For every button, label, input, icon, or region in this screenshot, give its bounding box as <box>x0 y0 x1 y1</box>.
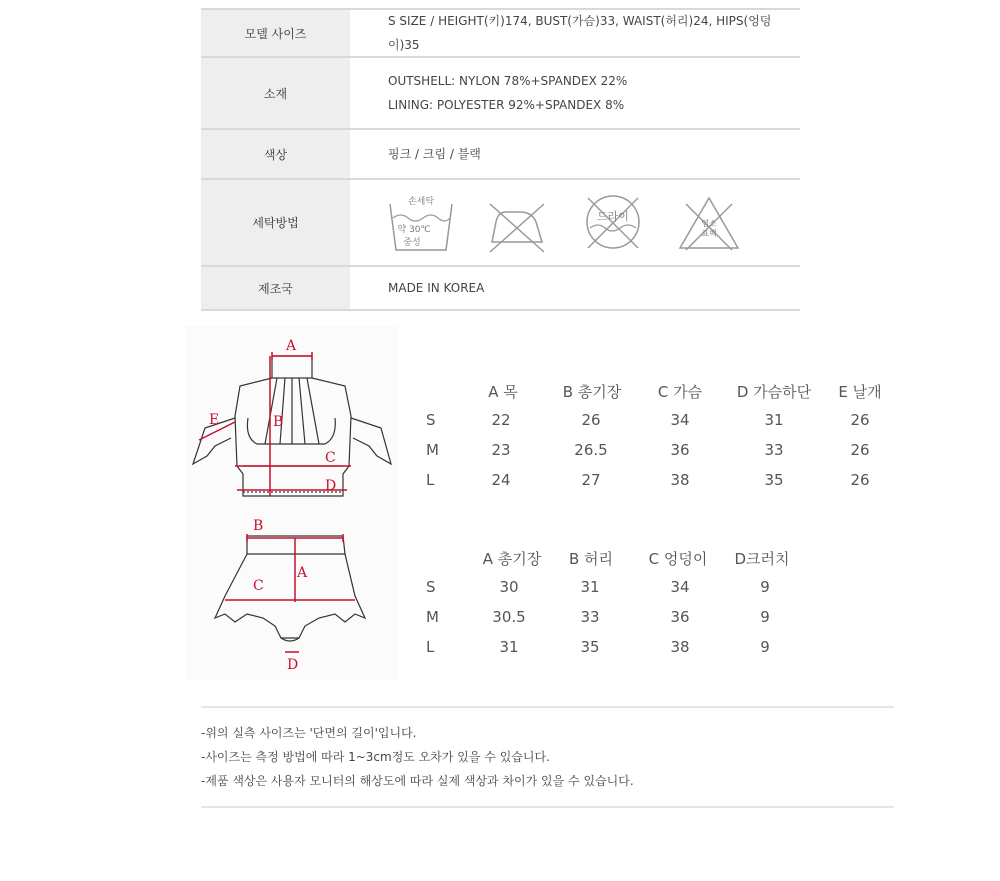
diagram-label: C <box>253 578 264 594</box>
size-value: 26.5 <box>574 441 608 459</box>
bottom-garment-drawing <box>215 536 365 641</box>
diagram-label: D <box>287 657 299 673</box>
size-value: 30.5 <box>492 608 526 626</box>
col-header: B 허리 <box>568 550 614 568</box>
bottom-measure-lines <box>225 534 355 652</box>
top-garment-drawing <box>193 356 391 496</box>
care-text: 중성 <box>403 237 421 248</box>
size-label: S <box>426 578 436 596</box>
note-line: -제품 색상은 사용자 모니터의 해상도에 따라 실제 색상과 차이가 있을 수 있습니다. <box>201 774 634 788</box>
diagram-label: B <box>253 518 264 534</box>
size-label: M <box>426 608 439 626</box>
diagram-label: B <box>273 414 284 430</box>
info-label: 색상 <box>201 130 350 178</box>
col-header: D크러치 <box>734 550 790 568</box>
col-header: C 엉덩이 <box>648 550 708 568</box>
col-header: B 총기장 <box>562 383 622 401</box>
care-text: 염소 <box>701 218 717 228</box>
info-label: 소재 <box>201 58 350 128</box>
info-row-model-size <box>201 8 800 56</box>
info-row-origin <box>201 265 800 311</box>
no-bleach-icon <box>676 192 742 254</box>
size-value: 38 <box>670 638 690 656</box>
size-value: 31 <box>764 411 784 429</box>
care-text: 약 30℃ <box>397 224 431 235</box>
size-value: 26 <box>850 441 870 459</box>
col-header: C 가슴 <box>657 383 703 401</box>
size-value: 9 <box>760 578 770 596</box>
size-value: 23 <box>491 441 511 459</box>
hand-wash-icon <box>388 192 454 254</box>
size-value: 26 <box>581 411 601 429</box>
size-value: 33 <box>764 441 784 459</box>
care-text: 표백 <box>701 228 717 238</box>
size-value: 9 <box>760 608 770 626</box>
diagram-label: A <box>286 338 297 354</box>
care-text: 손세탁 <box>407 196 435 207</box>
measurement-diagram <box>185 326 398 680</box>
info-value: MADE IN KOREA <box>388 281 485 295</box>
diagram-label: A <box>297 565 308 581</box>
diagram-label: E <box>209 412 220 428</box>
info-value: OUTSHELL: NYLON 78%+SPANDEX 22% <box>388 74 628 88</box>
no-iron-icon <box>484 192 550 254</box>
col-header: A 목 <box>488 383 518 401</box>
info-value: LINING: POLYESTER 92%+SPANDEX 8% <box>388 98 625 112</box>
no-dry-clean-icon <box>580 192 646 254</box>
size-value: 22 <box>491 411 511 429</box>
size-value: 30 <box>499 578 519 596</box>
note-line: -위의 실측 사이즈는 '단면의 길이'입니다. <box>201 726 417 740</box>
size-value: 35 <box>764 471 784 489</box>
size-value: 27 <box>581 471 601 489</box>
size-label: M <box>426 441 439 459</box>
info-value: S SIZE / HEIGHT(키)174, BUST(가슴)33, WAIST(허리)24, HIPS(엉덩이)35 <box>388 14 772 52</box>
size-value: 31 <box>499 638 519 656</box>
size-value: 26 <box>850 411 870 429</box>
info-label: 세탁방법 <box>201 180 350 265</box>
product-info-table <box>201 8 800 311</box>
size-notes <box>201 706 894 808</box>
size-value: 34 <box>670 578 690 596</box>
size-label: S <box>426 411 436 429</box>
size-value: 36 <box>670 608 690 626</box>
size-label: L <box>426 471 435 489</box>
size-value: 34 <box>670 411 690 429</box>
size-value: 36 <box>670 441 690 459</box>
size-value: 38 <box>670 471 690 489</box>
diagram-label: D <box>325 478 337 494</box>
info-label: 제조국 <box>201 267 350 309</box>
col-header: A 총기장 <box>482 550 542 568</box>
col-header: E 날개 <box>838 383 882 401</box>
size-value: 26 <box>850 471 870 489</box>
size-value: 35 <box>580 638 600 656</box>
info-row-color <box>201 128 800 178</box>
size-label: L <box>426 638 435 656</box>
info-label: 모델 사이즈 <box>201 10 350 56</box>
info-value: 핑크 / 크림 / 블랙 <box>388 147 481 161</box>
size-value: 9 <box>760 638 770 656</box>
info-row-care <box>201 178 800 265</box>
care-text: 드라이 <box>597 209 629 223</box>
size-value: 33 <box>580 608 600 626</box>
note-line: -사이즈는 측정 방법에 따라 1~3cm정도 오차가 있을 수 있습니다. <box>201 750 550 764</box>
info-row-material <box>201 56 800 128</box>
size-value: 31 <box>580 578 600 596</box>
diagram-label: C <box>325 450 336 466</box>
col-header: D 가슴하단 <box>736 383 812 401</box>
size-value: 24 <box>491 471 511 489</box>
